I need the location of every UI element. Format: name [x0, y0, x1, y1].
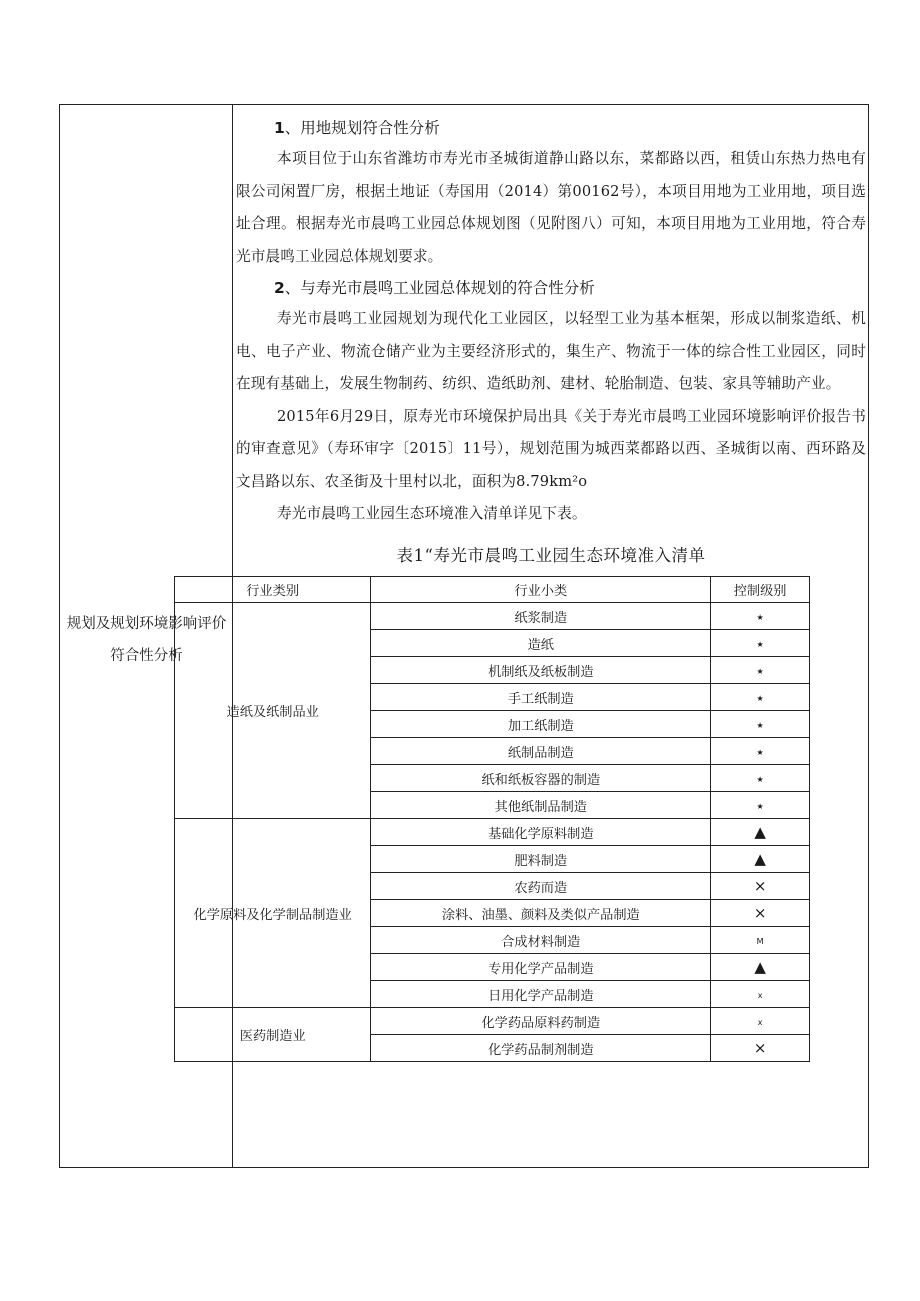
control-level-cell	[711, 630, 810, 657]
table-row	[175, 819, 810, 846]
star-icon: ★	[756, 720, 764, 730]
table-row	[175, 603, 810, 630]
industry-category-cell: 化学原料及化学制品制造业	[175, 819, 371, 1008]
star-icon: ★	[756, 666, 764, 676]
control-level-cell	[711, 603, 810, 630]
control-level-cell	[711, 900, 810, 927]
table-row	[175, 1008, 810, 1035]
section-2-title: 、与寿光市晨鸣工业园总体规划的符合性分析	[284, 279, 595, 297]
control-level-cell	[711, 873, 810, 900]
section-1-title: 、用地规划符合性分析	[284, 119, 440, 137]
control-level-cell	[711, 1008, 810, 1035]
section-1-number: 1	[274, 119, 285, 137]
control-level-cell	[711, 738, 810, 765]
industry-subcategory-cell: 化学药品制剂制造	[371, 1035, 711, 1062]
industry-subcategory-cell: 造纸	[371, 630, 711, 657]
industry-subcategory-cell: 肥料制造	[371, 846, 711, 873]
section-1-heading	[236, 113, 866, 143]
industry-subcategory-cell: 机制纸及纸板制造	[371, 657, 711, 684]
triangle-icon: ▲	[754, 958, 766, 976]
industry-subcategory-cell: 纸浆制造	[371, 603, 711, 630]
section-2-number: 2	[274, 279, 285, 297]
industry-subcategory-cell: 其他纸制品制造	[371, 792, 711, 819]
section-2-paragraph-2: 2015年6月29日，原寿光市环境保护局出具《关于寿光市晨鸣工业园环境影响评价报告书的审查意见》（寿环审字〔2015〕11号），规划范围为城西菜都路以西、圣城街以南、西环路及文昌路以东、农圣街及十里村以北，面积为8.79km²o	[236, 407, 866, 490]
control-level-cell	[711, 927, 810, 954]
industry-subcategory-cell: 基础化学原料制造	[371, 819, 711, 846]
level-letter-mark: x	[757, 990, 763, 1000]
access-list-table	[174, 576, 810, 1062]
header-control-level: 控制级别	[711, 577, 810, 603]
control-level-cell	[711, 981, 810, 1008]
section-2-paragraph-1: 寿光市晨鸣工业园规划为现代化工业园区，以轻型工业为基本框架，形成以制浆造纸、机电、电子产业、物流仓储产业为主要经济形式的，集生产、物流于一体的综合性工业园区，同时在现有基础上，发展生物制药、纺织、造纸助剂、建材、轮胎制造、包装、家具等辅助产业。	[236, 310, 866, 392]
industry-subcategory-cell: 手工纸制造	[371, 684, 711, 711]
table-header-row	[175, 577, 810, 603]
section-1-paragraph: 本项目位于山东省潍坊市寿光市圣城街道静山路以东，菜都路以西，租赁山东热力热电有限公司闲置厂房，根据土地证（寿国用（2014）第00162号），本项目用地为工业用地，项目选址合理。根据寿光市晨鸣工业园总体规划图（见附图八）可知，本项目用地为工业用地，符合寿光市晨鸣工业园总体规划要求。	[236, 150, 866, 265]
cross-icon: ×	[753, 877, 767, 895]
industry-subcategory-cell: 农药而造	[371, 873, 711, 900]
header-category: 行业类别	[175, 577, 371, 603]
industry-category-cell: 医药制造业	[175, 1008, 371, 1062]
control-level-cell	[711, 657, 810, 684]
control-level-cell	[711, 846, 810, 873]
analysis-text	[234, 113, 868, 571]
section-2-heading	[236, 273, 866, 303]
star-icon: ★	[756, 693, 764, 703]
industry-subcategory-cell: 加工纸制造	[371, 711, 711, 738]
star-icon: ★	[756, 639, 764, 649]
control-level-cell	[711, 765, 810, 792]
star-icon: ★	[756, 747, 764, 757]
cross-icon: ×	[753, 904, 767, 922]
industry-subcategory-cell: 合成材料制造	[371, 927, 711, 954]
control-level-cell	[711, 954, 810, 981]
industry-subcategory-cell: 纸和纸板容器的制造	[371, 765, 711, 792]
control-level-cell	[711, 684, 810, 711]
star-icon: ★	[756, 774, 764, 784]
industry-subcategory-cell: 纸制品制造	[371, 738, 711, 765]
level-letter-mark: x	[757, 1017, 763, 1027]
star-icon: ★	[756, 801, 764, 811]
triangle-icon: ▲	[754, 823, 766, 841]
industry-category-cell: 造纸及纸制品业	[175, 603, 371, 819]
star-icon: ★	[756, 612, 764, 622]
industry-subcategory-cell: 日用化学产品制造	[371, 981, 711, 1008]
control-level-cell	[711, 792, 810, 819]
cross-icon: ×	[753, 1039, 767, 1057]
level-letter-mark: M	[756, 936, 764, 946]
left-row-label: 规划及规划环境影响评价符合性分析	[66, 616, 227, 664]
industry-subcategory-cell: 专用化学产品制造	[371, 954, 711, 981]
control-level-cell	[711, 1035, 810, 1062]
industry-subcategory-cell: 化学药品原料药制造	[371, 1008, 711, 1035]
industry-subcategory-cell: 涂料、油墨、颜料及类似产品制造	[371, 900, 711, 927]
table-body	[175, 603, 810, 1062]
triangle-icon: ▲	[754, 850, 766, 868]
header-subcategory: 行业小类	[371, 577, 711, 603]
table-caption: 表1“寿光市晨鸣工业园生态环境准入清单	[396, 545, 706, 565]
section-2-paragraph-3: 寿光市晨鸣工业园生态环境准入清单详见下表。	[277, 505, 587, 522]
control-level-cell	[711, 819, 810, 846]
control-level-cell	[711, 711, 810, 738]
